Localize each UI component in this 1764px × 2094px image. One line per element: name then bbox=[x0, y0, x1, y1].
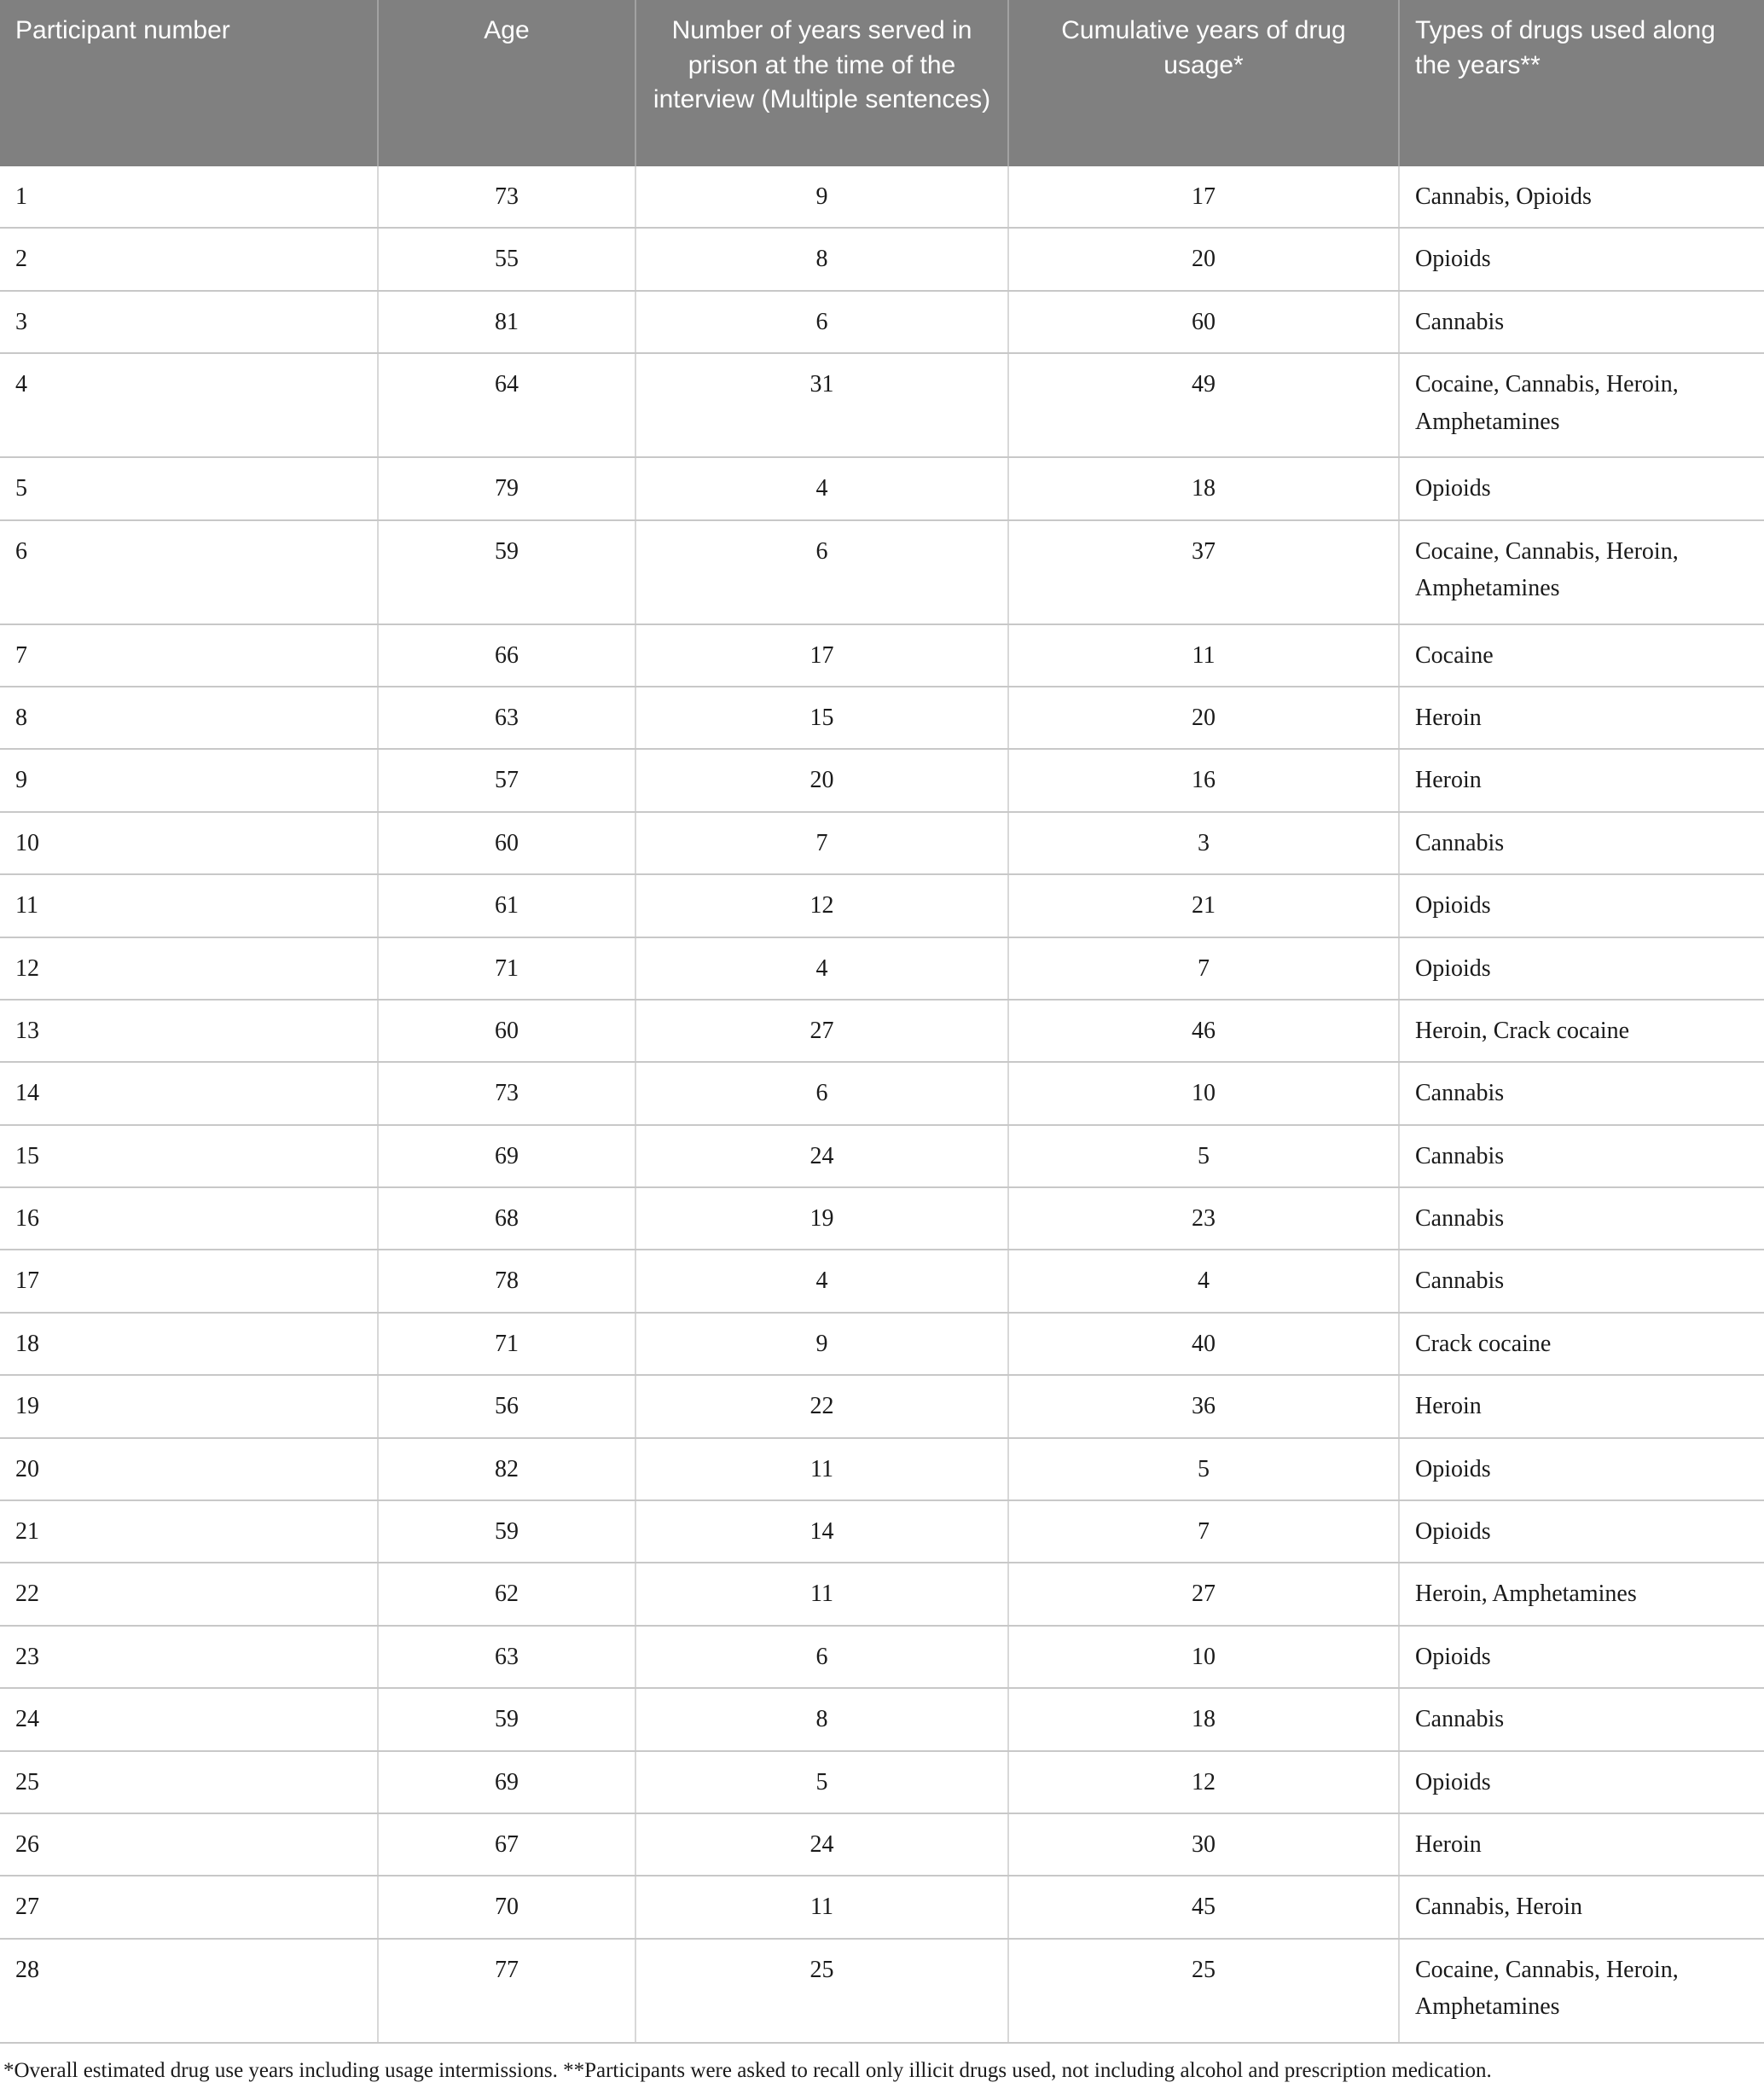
cell-participant: 4 bbox=[0, 353, 378, 457]
cell-drug_types: Cocaine, Cannabis, Heroin, Amphetamines bbox=[1399, 1939, 1764, 2043]
table-row bbox=[0, 1813, 1764, 1876]
cell-cumulative_drug_years: 45 bbox=[1008, 1876, 1399, 1938]
cell-drug_types: Opioids bbox=[1399, 228, 1764, 290]
cell-drug_types: Heroin, Amphetamines bbox=[1399, 1563, 1764, 1625]
cell-participant: 7 bbox=[0, 624, 378, 687]
table-row bbox=[0, 1626, 1764, 1688]
cell-cumulative_drug_years: 25 bbox=[1008, 1939, 1399, 2043]
cell-prison_years: 4 bbox=[635, 1250, 1008, 1312]
cell-prison_years: 8 bbox=[635, 228, 1008, 290]
table-row bbox=[0, 1438, 1764, 1500]
cell-cumulative_drug_years: 7 bbox=[1008, 1500, 1399, 1563]
column-header-drug-types: Types of drugs used along the years** bbox=[1399, 0, 1764, 166]
cell-participant: 16 bbox=[0, 1187, 378, 1250]
cell-cumulative_drug_years: 3 bbox=[1008, 812, 1399, 874]
cell-participant: 25 bbox=[0, 1751, 378, 1813]
column-header-prison-years: Number of years served in prison at the time of the interview (Multiple sentences) bbox=[635, 0, 1008, 166]
cell-drug_types: Opioids bbox=[1399, 937, 1764, 1000]
cell-participant: 13 bbox=[0, 1000, 378, 1062]
cell-age: 66 bbox=[378, 624, 635, 687]
cell-participant: 11 bbox=[0, 874, 378, 937]
table-row bbox=[0, 1939, 1764, 2043]
cell-drug_types: Opioids bbox=[1399, 874, 1764, 937]
table-row bbox=[0, 520, 1764, 624]
cell-age: 71 bbox=[378, 937, 635, 1000]
cell-cumulative_drug_years: 36 bbox=[1008, 1375, 1399, 1437]
cell-cumulative_drug_years: 7 bbox=[1008, 937, 1399, 1000]
cell-drug_types: Cannabis, Opioids bbox=[1399, 166, 1764, 228]
table-row bbox=[0, 874, 1764, 937]
cell-participant: 22 bbox=[0, 1563, 378, 1625]
table-row bbox=[0, 1375, 1764, 1437]
table-row bbox=[0, 1000, 1764, 1062]
cell-drug_types: Cannabis bbox=[1399, 1125, 1764, 1187]
cell-drug_types: Heroin bbox=[1399, 687, 1764, 749]
cell-cumulative_drug_years: 4 bbox=[1008, 1250, 1399, 1312]
cell-prison_years: 19 bbox=[635, 1187, 1008, 1250]
cell-drug_types: Cannabis bbox=[1399, 291, 1764, 353]
cell-prison_years: 5 bbox=[635, 1751, 1008, 1813]
cell-prison_years: 17 bbox=[635, 624, 1008, 687]
cell-age: 73 bbox=[378, 166, 635, 228]
cell-participant: 9 bbox=[0, 749, 378, 811]
cell-cumulative_drug_years: 10 bbox=[1008, 1626, 1399, 1688]
cell-age: 59 bbox=[378, 1500, 635, 1563]
cell-cumulative_drug_years: 16 bbox=[1008, 749, 1399, 811]
cell-cumulative_drug_years: 10 bbox=[1008, 1062, 1399, 1124]
table-header bbox=[0, 0, 1764, 166]
cell-age: 78 bbox=[378, 1250, 635, 1312]
column-header-participant-number: Participant number bbox=[0, 0, 378, 166]
cell-prison_years: 31 bbox=[635, 353, 1008, 457]
table-row bbox=[0, 1062, 1764, 1124]
cell-age: 71 bbox=[378, 1313, 635, 1375]
cell-drug_types: Heroin bbox=[1399, 749, 1764, 811]
cell-age: 62 bbox=[378, 1563, 635, 1625]
cell-prison_years: 6 bbox=[635, 291, 1008, 353]
table-row bbox=[0, 1500, 1764, 1563]
table-row bbox=[0, 812, 1764, 874]
cell-cumulative_drug_years: 20 bbox=[1008, 687, 1399, 749]
cell-drug_types: Opioids bbox=[1399, 1438, 1764, 1500]
cell-prison_years: 22 bbox=[635, 1375, 1008, 1437]
cell-drug_types: Opioids bbox=[1399, 1751, 1764, 1813]
table-row bbox=[0, 624, 1764, 687]
table-row bbox=[0, 291, 1764, 353]
cell-age: 61 bbox=[378, 874, 635, 937]
cell-cumulative_drug_years: 18 bbox=[1008, 457, 1399, 519]
cell-participant: 24 bbox=[0, 1688, 378, 1750]
cell-age: 82 bbox=[378, 1438, 635, 1500]
table-footnote: *Overall estimated drug use years including usage intermissions. **Participants were asked to recall only illicit drugs used, not including alcohol and prescription medication. bbox=[3, 2058, 1492, 2082]
cell-cumulative_drug_years: 5 bbox=[1008, 1438, 1399, 1500]
cell-age: 63 bbox=[378, 687, 635, 749]
cell-drug_types: Cocaine bbox=[1399, 624, 1764, 687]
table-header-row bbox=[0, 0, 1764, 166]
table-row bbox=[0, 1751, 1764, 1813]
table-row bbox=[0, 457, 1764, 519]
cell-drug_types: Heroin bbox=[1399, 1813, 1764, 1876]
table-body bbox=[0, 166, 1764, 2043]
table-row bbox=[0, 1125, 1764, 1187]
cell-participant: 14 bbox=[0, 1062, 378, 1124]
cell-cumulative_drug_years: 30 bbox=[1008, 1813, 1399, 1876]
cell-cumulative_drug_years: 37 bbox=[1008, 520, 1399, 624]
cell-age: 79 bbox=[378, 457, 635, 519]
cell-drug_types: Cannabis bbox=[1399, 1250, 1764, 1312]
cell-participant: 1 bbox=[0, 166, 378, 228]
cell-age: 81 bbox=[378, 291, 635, 353]
table-row bbox=[0, 353, 1764, 457]
cell-participant: 5 bbox=[0, 457, 378, 519]
table-row bbox=[0, 228, 1764, 290]
cell-age: 57 bbox=[378, 749, 635, 811]
cell-drug_types: Heroin, Crack cocaine bbox=[1399, 1000, 1764, 1062]
table-row bbox=[0, 1250, 1764, 1312]
cell-age: 67 bbox=[378, 1813, 635, 1876]
cell-prison_years: 15 bbox=[635, 687, 1008, 749]
table-row bbox=[0, 1187, 1764, 1250]
cell-prison_years: 25 bbox=[635, 1939, 1008, 2043]
cell-drug_types: Cannabis, Heroin bbox=[1399, 1876, 1764, 1938]
cell-participant: 27 bbox=[0, 1876, 378, 1938]
table-row bbox=[0, 1313, 1764, 1375]
cell-prison_years: 14 bbox=[635, 1500, 1008, 1563]
table-row bbox=[0, 937, 1764, 1000]
cell-drug_types: Cannabis bbox=[1399, 1062, 1764, 1124]
cell-cumulative_drug_years: 18 bbox=[1008, 1688, 1399, 1750]
cell-participant: 21 bbox=[0, 1500, 378, 1563]
cell-drug_types: Opioids bbox=[1399, 457, 1764, 519]
cell-prison_years: 8 bbox=[635, 1688, 1008, 1750]
table-row bbox=[0, 687, 1764, 749]
cell-cumulative_drug_years: 23 bbox=[1008, 1187, 1399, 1250]
cell-prison_years: 11 bbox=[635, 1563, 1008, 1625]
cell-participant: 6 bbox=[0, 520, 378, 624]
cell-prison_years: 6 bbox=[635, 1626, 1008, 1688]
cell-age: 77 bbox=[378, 1939, 635, 2043]
cell-participant: 2 bbox=[0, 228, 378, 290]
table-row bbox=[0, 1876, 1764, 1938]
cell-drug_types: Crack cocaine bbox=[1399, 1313, 1764, 1375]
cell-drug_types: Cocaine, Cannabis, Heroin, Amphetamines bbox=[1399, 353, 1764, 457]
cell-drug_types: Opioids bbox=[1399, 1500, 1764, 1563]
cell-drug_types: Cannabis bbox=[1399, 812, 1764, 874]
cell-prison_years: 24 bbox=[635, 1125, 1008, 1187]
cell-age: 63 bbox=[378, 1626, 635, 1688]
cell-participant: 23 bbox=[0, 1626, 378, 1688]
cell-cumulative_drug_years: 21 bbox=[1008, 874, 1399, 937]
cell-cumulative_drug_years: 40 bbox=[1008, 1313, 1399, 1375]
cell-drug_types: Cannabis bbox=[1399, 1688, 1764, 1750]
cell-cumulative_drug_years: 12 bbox=[1008, 1751, 1399, 1813]
cell-age: 60 bbox=[378, 1000, 635, 1062]
cell-prison_years: 27 bbox=[635, 1000, 1008, 1062]
cell-age: 59 bbox=[378, 1688, 635, 1750]
cell-drug_types: Cocaine, Cannabis, Heroin, Amphetamines bbox=[1399, 520, 1764, 624]
cell-participant: 10 bbox=[0, 812, 378, 874]
cell-cumulative_drug_years: 60 bbox=[1008, 291, 1399, 353]
cell-age: 60 bbox=[378, 812, 635, 874]
table-row bbox=[0, 1563, 1764, 1625]
cell-prison_years: 6 bbox=[635, 1062, 1008, 1124]
cell-participant: 15 bbox=[0, 1125, 378, 1187]
column-header-age: Age bbox=[378, 0, 635, 166]
cell-cumulative_drug_years: 5 bbox=[1008, 1125, 1399, 1187]
cell-prison_years: 24 bbox=[635, 1813, 1008, 1876]
cell-drug_types: Cannabis bbox=[1399, 1187, 1764, 1250]
cell-participant: 12 bbox=[0, 937, 378, 1000]
cell-age: 69 bbox=[378, 1125, 635, 1187]
cell-prison_years: 6 bbox=[635, 520, 1008, 624]
table-row bbox=[0, 166, 1764, 228]
cell-cumulative_drug_years: 17 bbox=[1008, 166, 1399, 228]
cell-cumulative_drug_years: 20 bbox=[1008, 228, 1399, 290]
cell-drug_types: Heroin bbox=[1399, 1375, 1764, 1437]
cell-prison_years: 4 bbox=[635, 937, 1008, 1000]
cell-prison_years: 7 bbox=[635, 812, 1008, 874]
cell-cumulative_drug_years: 11 bbox=[1008, 624, 1399, 687]
cell-age: 73 bbox=[378, 1062, 635, 1124]
cell-prison_years: 9 bbox=[635, 166, 1008, 228]
cell-participant: 18 bbox=[0, 1313, 378, 1375]
cell-age: 70 bbox=[378, 1876, 635, 1938]
cell-drug_types: Opioids bbox=[1399, 1626, 1764, 1688]
cell-participant: 19 bbox=[0, 1375, 378, 1437]
cell-participant: 28 bbox=[0, 1939, 378, 2043]
cell-age: 59 bbox=[378, 520, 635, 624]
column-header-cumulative-drug-years: Cumulative years of drug usage* bbox=[1008, 0, 1399, 166]
cell-participant: 17 bbox=[0, 1250, 378, 1312]
cell-prison_years: 4 bbox=[635, 457, 1008, 519]
cell-age: 55 bbox=[378, 228, 635, 290]
cell-cumulative_drug_years: 27 bbox=[1008, 1563, 1399, 1625]
cell-participant: 26 bbox=[0, 1813, 378, 1876]
cell-cumulative_drug_years: 46 bbox=[1008, 1000, 1399, 1062]
cell-prison_years: 9 bbox=[635, 1313, 1008, 1375]
cell-age: 68 bbox=[378, 1187, 635, 1250]
table-row bbox=[0, 1688, 1764, 1750]
cell-prison_years: 20 bbox=[635, 749, 1008, 811]
table-row bbox=[0, 749, 1764, 811]
cell-age: 69 bbox=[378, 1751, 635, 1813]
cell-participant: 3 bbox=[0, 291, 378, 353]
cell-age: 56 bbox=[378, 1375, 635, 1437]
cell-participant: 20 bbox=[0, 1438, 378, 1500]
cell-cumulative_drug_years: 49 bbox=[1008, 353, 1399, 457]
cell-participant: 8 bbox=[0, 687, 378, 749]
cell-age: 64 bbox=[378, 353, 635, 457]
cell-prison_years: 11 bbox=[635, 1438, 1008, 1500]
cell-prison_years: 11 bbox=[635, 1876, 1008, 1938]
cell-prison_years: 12 bbox=[635, 874, 1008, 937]
